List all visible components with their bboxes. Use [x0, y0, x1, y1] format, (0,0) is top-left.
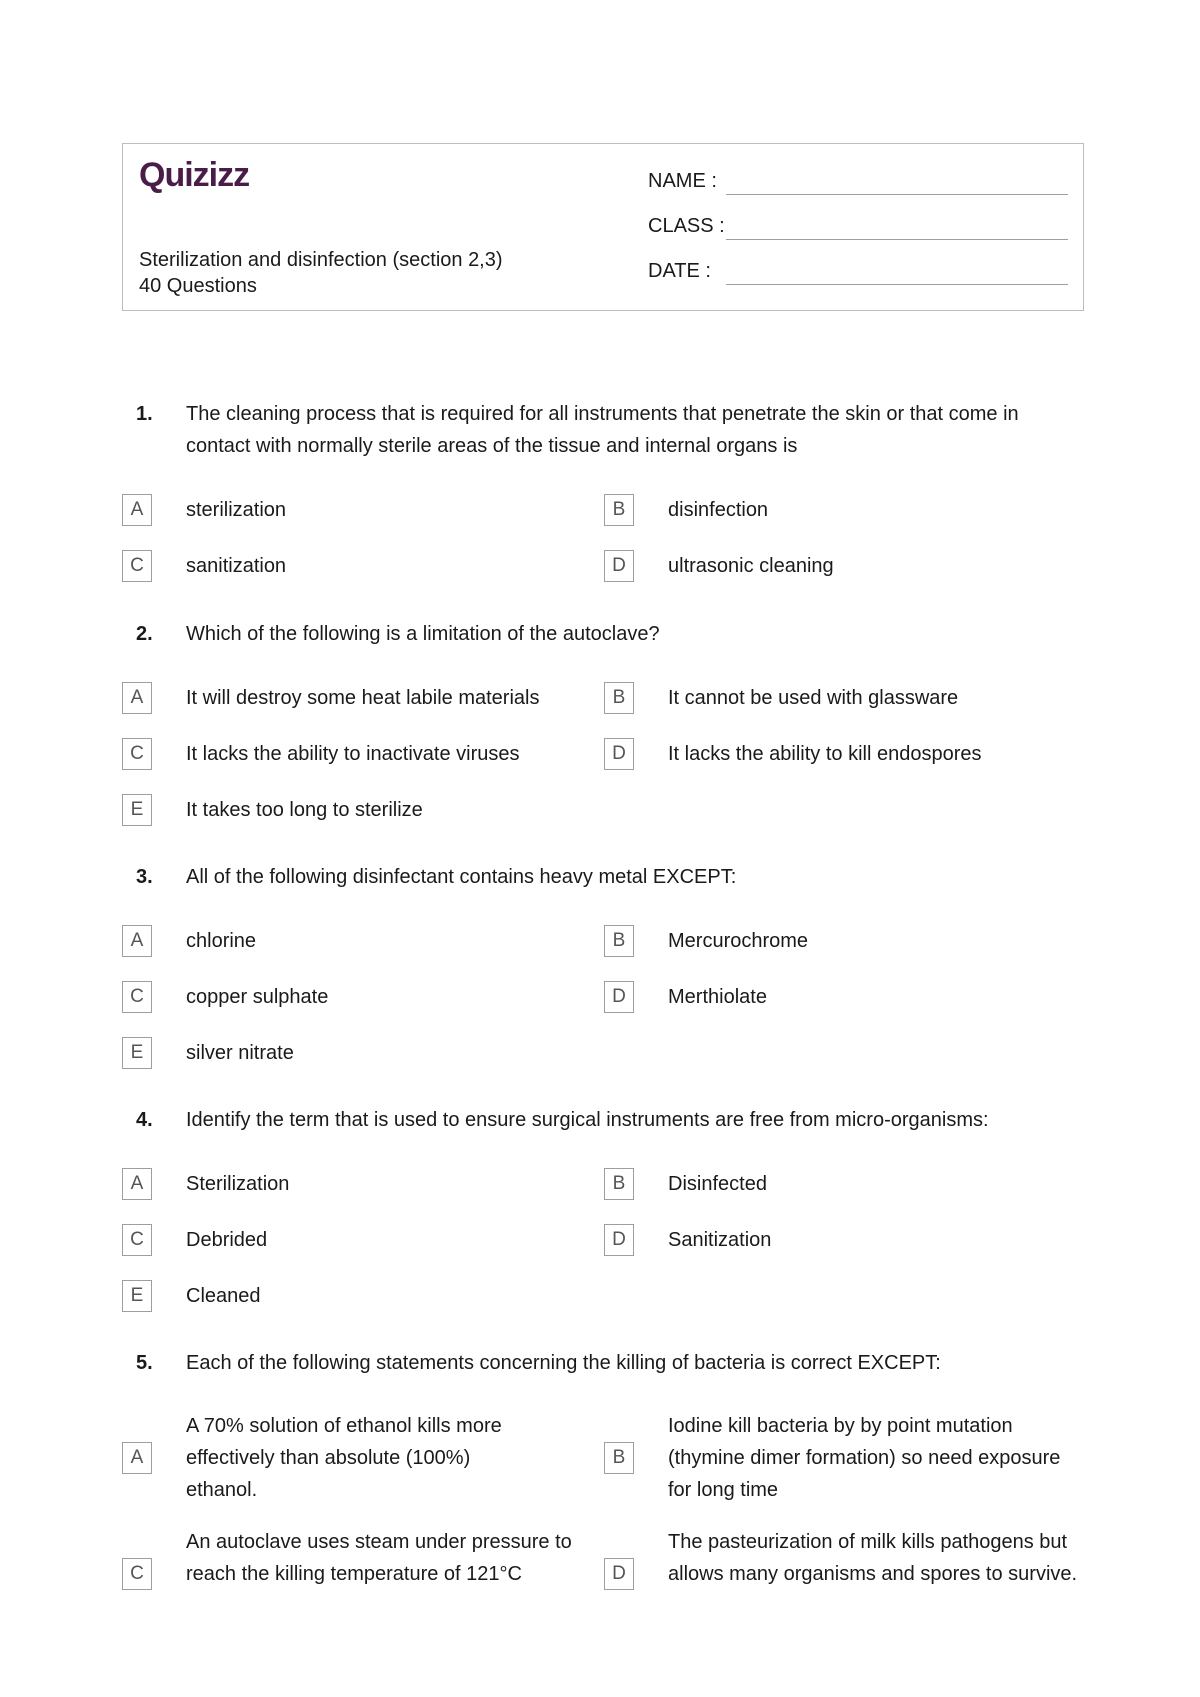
name-line [726, 194, 1068, 195]
question-number: 4. [136, 1109, 153, 1131]
option-text: It cannot be used with glassware [668, 687, 959, 709]
date-field [648, 256, 1068, 286]
option-letter: D [604, 981, 634, 1013]
option-letter: A [122, 682, 152, 714]
quiz-title: Sterilization and disinfection (section 2,3) [139, 249, 503, 271]
name-label: NAME : [648, 170, 717, 192]
date-line [726, 284, 1068, 285]
date-label: DATE : [648, 260, 711, 282]
option-text: Disinfected [668, 1173, 767, 1195]
option-letter: E [122, 1037, 152, 1069]
question-number: 1. [136, 403, 153, 425]
option-letter: B [604, 1442, 634, 1474]
option-letter: B [604, 925, 634, 957]
option-text: sterilization [186, 499, 287, 521]
option-text: It lacks the ability to inactivate viruses [186, 743, 520, 765]
option-text: An autoclave uses steam under pressure to reach the killing temperature of 121°C [186, 1531, 572, 1585]
option-letter: C [122, 550, 152, 582]
option-text: silver nitrate [186, 1042, 294, 1064]
name-field [648, 166, 1068, 196]
option-letter: C [122, 738, 152, 770]
option-text: The pasteurization of milk kills pathogens but allows many organisms and spores to survive. [668, 1531, 1078, 1585]
question-text: Which of the following is a limitation of the autoclave? [186, 623, 660, 645]
option-letter: C [122, 1558, 152, 1590]
question-text: All of the following disinfectant contains heavy metal EXCEPT: [186, 866, 737, 888]
option-text: Mercurochrome [668, 930, 809, 952]
worksheet-header [122, 143, 1084, 311]
option-letter: D [604, 738, 634, 770]
option-text: sanitization [186, 555, 287, 577]
option-text: It lacks the ability to kill endospores [668, 743, 982, 765]
option-letter: A [122, 1168, 152, 1200]
question-text: The cleaning process that is required for all instruments that penetrate the skin or that come in contact with normally sterile areas of the tissue and internal organs is [186, 403, 1019, 457]
option-letter: D [604, 550, 634, 582]
option-letter: E [122, 794, 152, 826]
option-letter: B [604, 494, 634, 526]
class-field [648, 211, 1068, 241]
option-text: A 70% solution of ethanol kills more effectively than absolute (100%) ethanol. [186, 1415, 502, 1501]
option-letter: A [122, 494, 152, 526]
option-text: Iodine kill bacteria by by point mutation (thymine dimer formation) so need exposure for long time [668, 1415, 1061, 1501]
question-number: 3. [136, 866, 153, 888]
question-number: 5. [136, 1352, 153, 1374]
option-letter: A [122, 925, 152, 957]
option-letter: C [122, 981, 152, 1013]
option-letter: D [604, 1224, 634, 1256]
option-text: Merthiolate [668, 986, 767, 1008]
option-text: Cleaned [186, 1285, 261, 1307]
option-text: It takes too long to sterilize [186, 799, 423, 821]
option-text: Debrided [186, 1229, 268, 1251]
option-letter: C [122, 1224, 152, 1256]
option-text: chlorine [186, 930, 257, 952]
option-text: Sanitization [668, 1229, 772, 1251]
option-letter: D [604, 1558, 634, 1590]
option-letter: A [122, 1442, 152, 1474]
option-text: disinfection [668, 499, 769, 521]
option-letter: B [604, 682, 634, 714]
option-text: It will destroy some heat labile materials [186, 687, 540, 709]
class-label: CLASS : [648, 215, 725, 237]
class-line [726, 239, 1068, 240]
question-number: 2. [136, 623, 153, 645]
option-text: ultrasonic cleaning [668, 555, 834, 577]
question-count: 40 Questions [139, 275, 257, 297]
option-text: copper sulphate [186, 986, 329, 1008]
option-letter: B [604, 1168, 634, 1200]
question-text: Identify the term that is used to ensure surgical instruments are free from micro-organisms: [186, 1109, 989, 1131]
option-letter: E [122, 1280, 152, 1312]
quizizz-logo: Quizizz [139, 156, 250, 194]
question-text: Each of the following statements concerning the killing of bacteria is correct EXCEPT: [186, 1352, 941, 1374]
option-text: Sterilization [186, 1173, 290, 1195]
